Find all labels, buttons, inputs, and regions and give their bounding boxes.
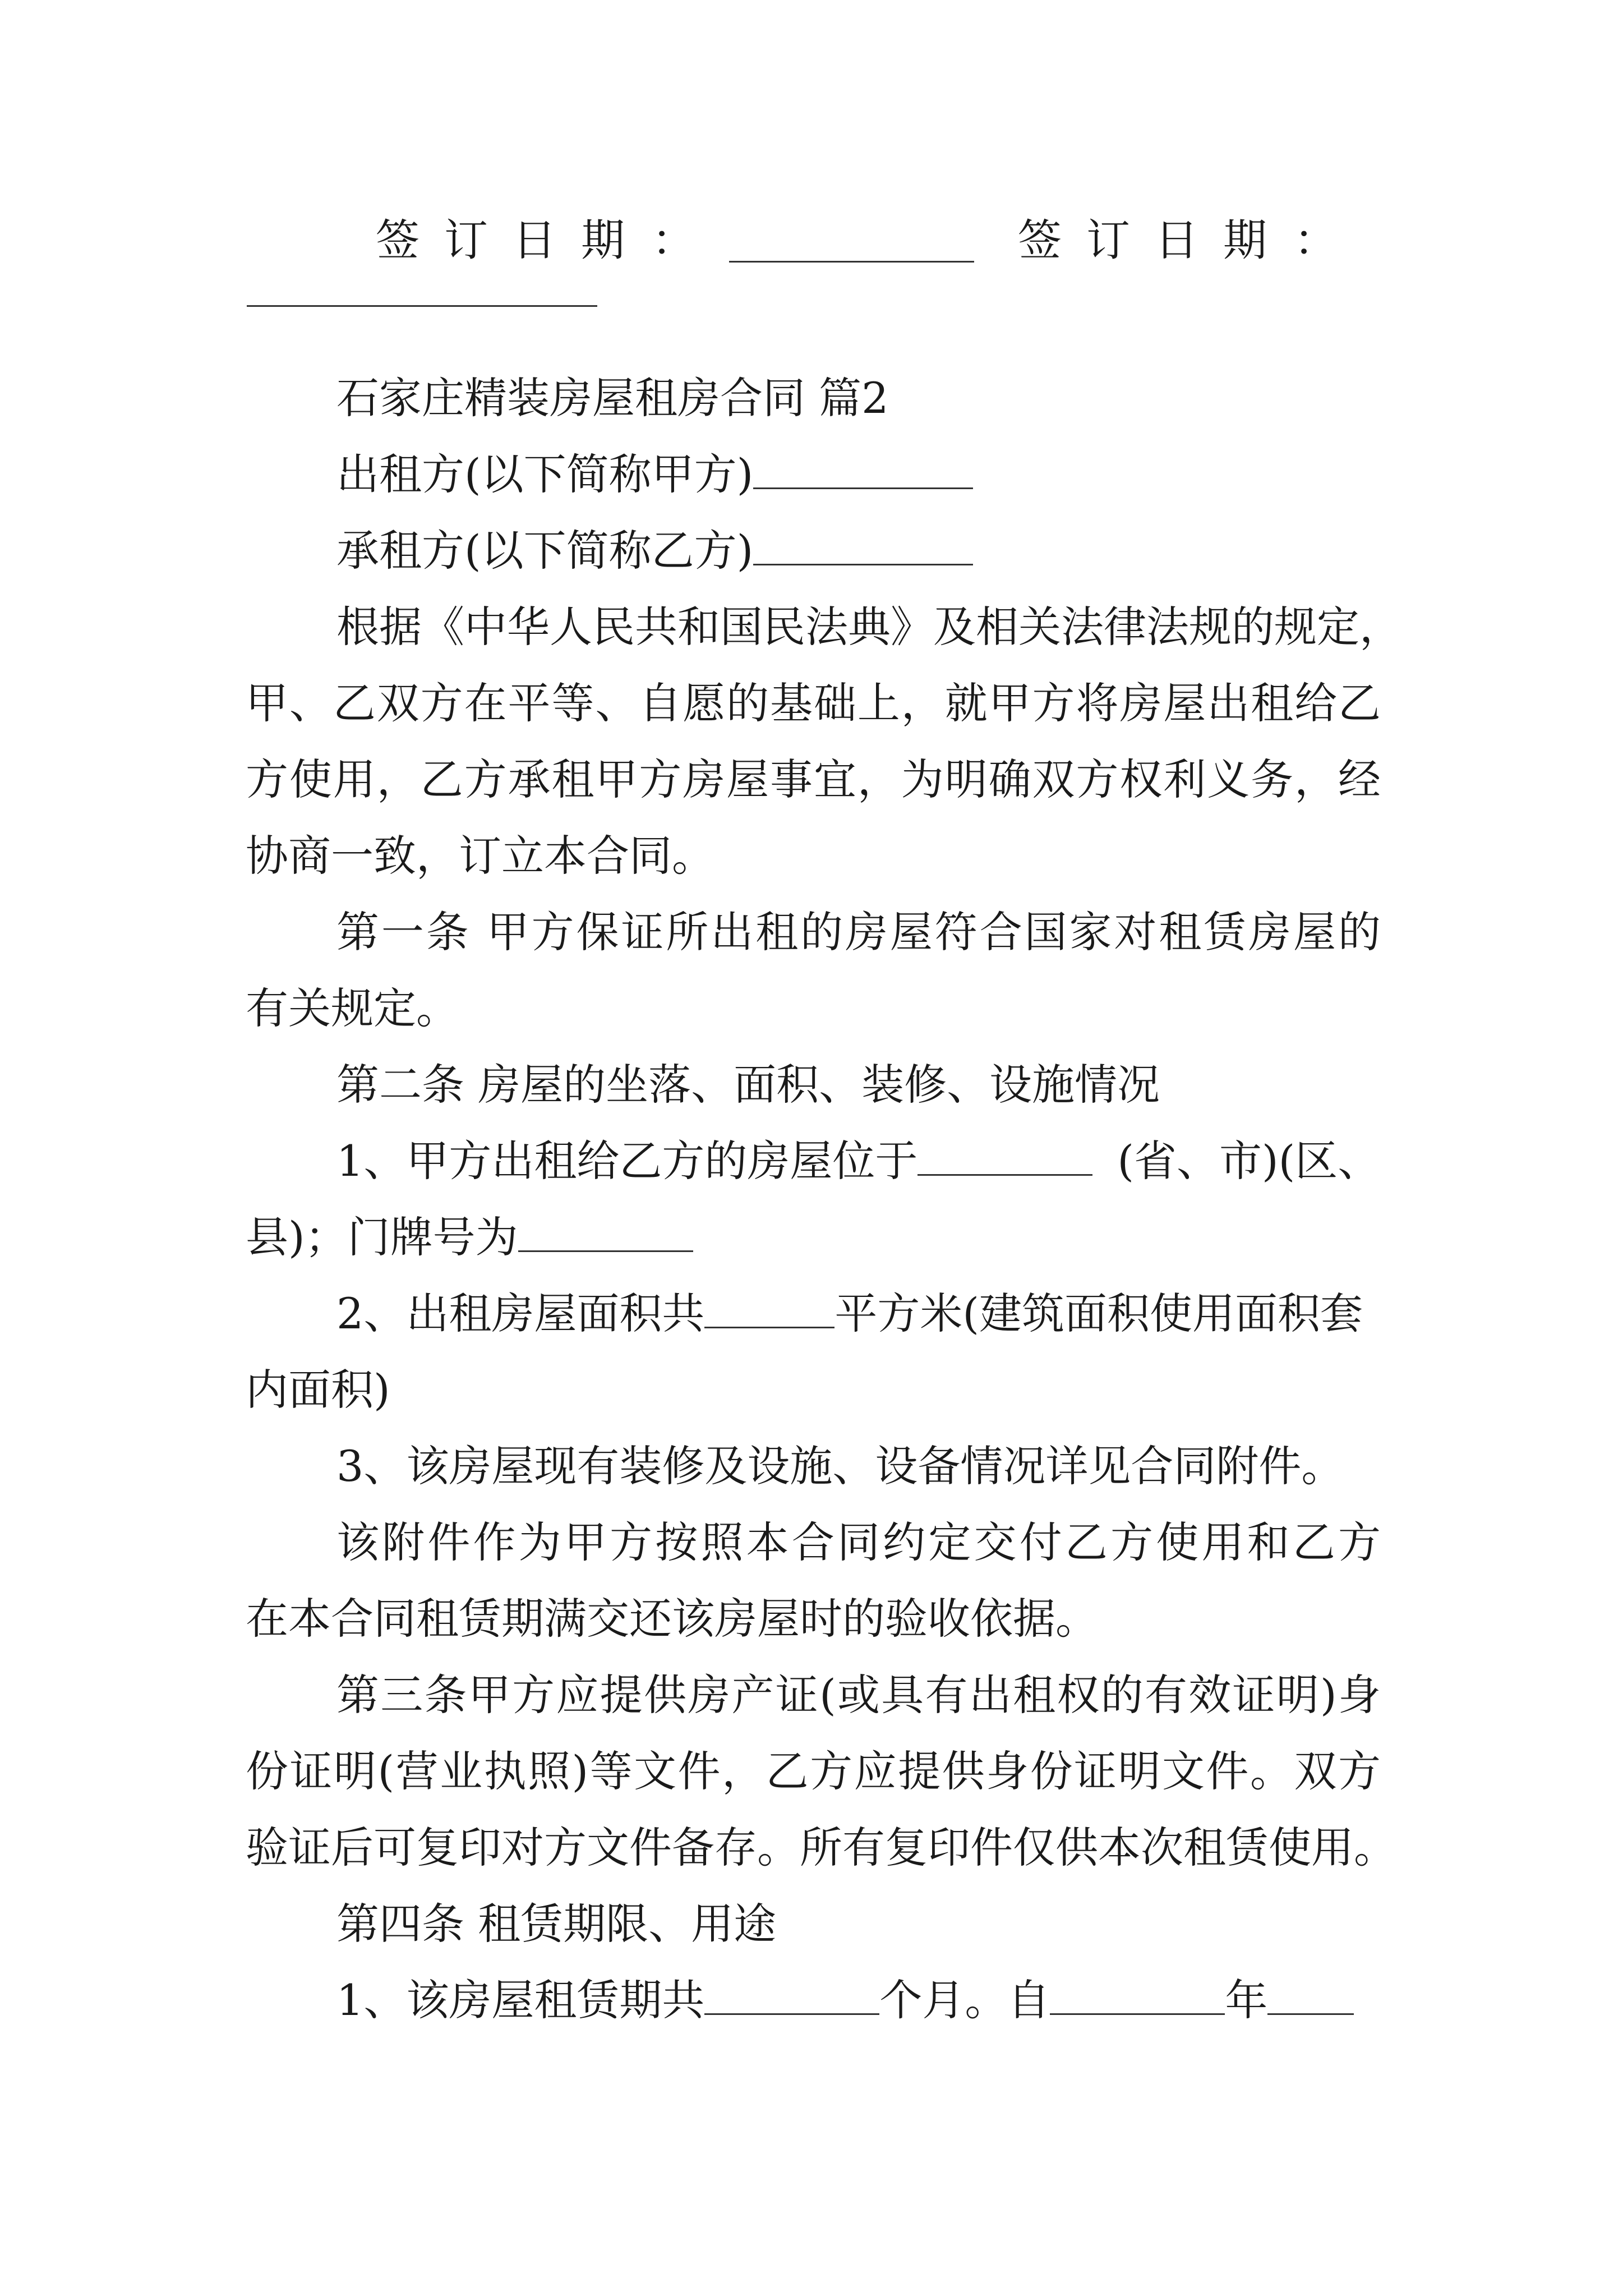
sign-date-label-2: 签订日期 <box>1017 215 1292 266</box>
article2-area-label: 2、出租房屋面积共 <box>336 1289 705 1338</box>
article2-item2 <box>336 1289 1363 1338</box>
lessor-label: 出租方(以下简称甲方) <box>336 449 754 499</box>
sign-colon-2: ： <box>1293 215 1338 266</box>
article2-annex-line: 该附件作为甲方按照本合同约定交付乙方使用和乙方 <box>336 1517 1381 1567</box>
lessor-blank <box>753 454 973 489</box>
article4-from-label: 个月。自 <box>879 1975 1050 2025</box>
article2-item3: 3、该房屋现有装修及设施、设备情况详见合同附件。 <box>336 1441 1344 1491</box>
preamble-line: 根据《中华人民共和国民法典》及相关法律法规的规定， <box>336 602 1402 652</box>
sign-date-blank-1 <box>729 227 974 263</box>
start-year-blank <box>1050 1980 1225 2015</box>
signature-row <box>376 215 1371 266</box>
area-blank <box>704 1293 834 1328</box>
preamble-line: 甲、乙双方在平等、自愿的基础上，就甲方将房屋出租给乙 <box>246 678 1381 728</box>
lessee-line <box>336 526 973 576</box>
preamble-line: 方使用，乙方承租甲方房屋事宜，为明确双方权利义务，经 <box>246 754 1381 804</box>
article4-year-label: 年 <box>1225 1975 1268 2025</box>
article2-area-unit: 平方米(建筑面积使用面积套 <box>834 1289 1363 1338</box>
article2-title: 第二条 房屋的坐落、面积、装修、设施情况 <box>336 1060 1160 1110</box>
lessor-line <box>336 449 973 499</box>
article2-item1-text: 1、甲方出租给乙方的房屋位于 <box>336 1136 918 1186</box>
term-months-blank <box>704 1980 879 2015</box>
article4-title: 第四条 租赁期限、用途 <box>336 1899 777 1949</box>
sign-date-blank-2 <box>247 305 597 307</box>
article2-item1-cont <box>246 1212 693 1262</box>
article1-line: 第一条 甲方保证所出租的房屋符合国家对租赁房屋的 <box>336 907 1381 957</box>
sign-colon-1: ： <box>652 215 696 266</box>
article4-term-label: 1、该房屋租赁期共 <box>336 1975 705 2025</box>
article2-item1-suffix: (省、市)(区、 <box>1117 1136 1381 1186</box>
article3-line: 份证明(营业执照)等文件，乙方应提供身份证明文件。双方 <box>246 1746 1381 1796</box>
article2-annex-line: 在本合同租赁期满交还该房屋时的验收依据。 <box>246 1594 1098 1644</box>
article2-doorplate-label: 县)；门牌号为 <box>246 1212 518 1262</box>
article3-line: 第三条甲方应提供房产证(或具有出租权的有效证明)身 <box>336 1670 1381 1720</box>
contract-heading: 石家庄精装房屋租房合同 篇2 <box>336 373 889 423</box>
start-month-blank <box>1267 1980 1354 2015</box>
article2-item1 <box>336 1136 1381 1186</box>
article4-item1 <box>336 1975 1354 2025</box>
article3-line: 验证后可复印对方文件备存。所有复印件仅供本次租赁使用。 <box>246 1823 1396 1872</box>
article1-line: 有关规定。 <box>246 983 459 1033</box>
lessee-blank <box>753 530 973 565</box>
article2-item2-cont: 内面积) <box>246 1365 390 1415</box>
lessee-label: 承租方(以下简称乙方) <box>336 526 754 576</box>
doorplate-blank <box>518 1217 693 1252</box>
preamble-line: 协商一致，订立本合同。 <box>246 831 714 881</box>
location-blank <box>917 1140 1092 1176</box>
sign-date-label-1: 签订日期 <box>376 215 650 266</box>
